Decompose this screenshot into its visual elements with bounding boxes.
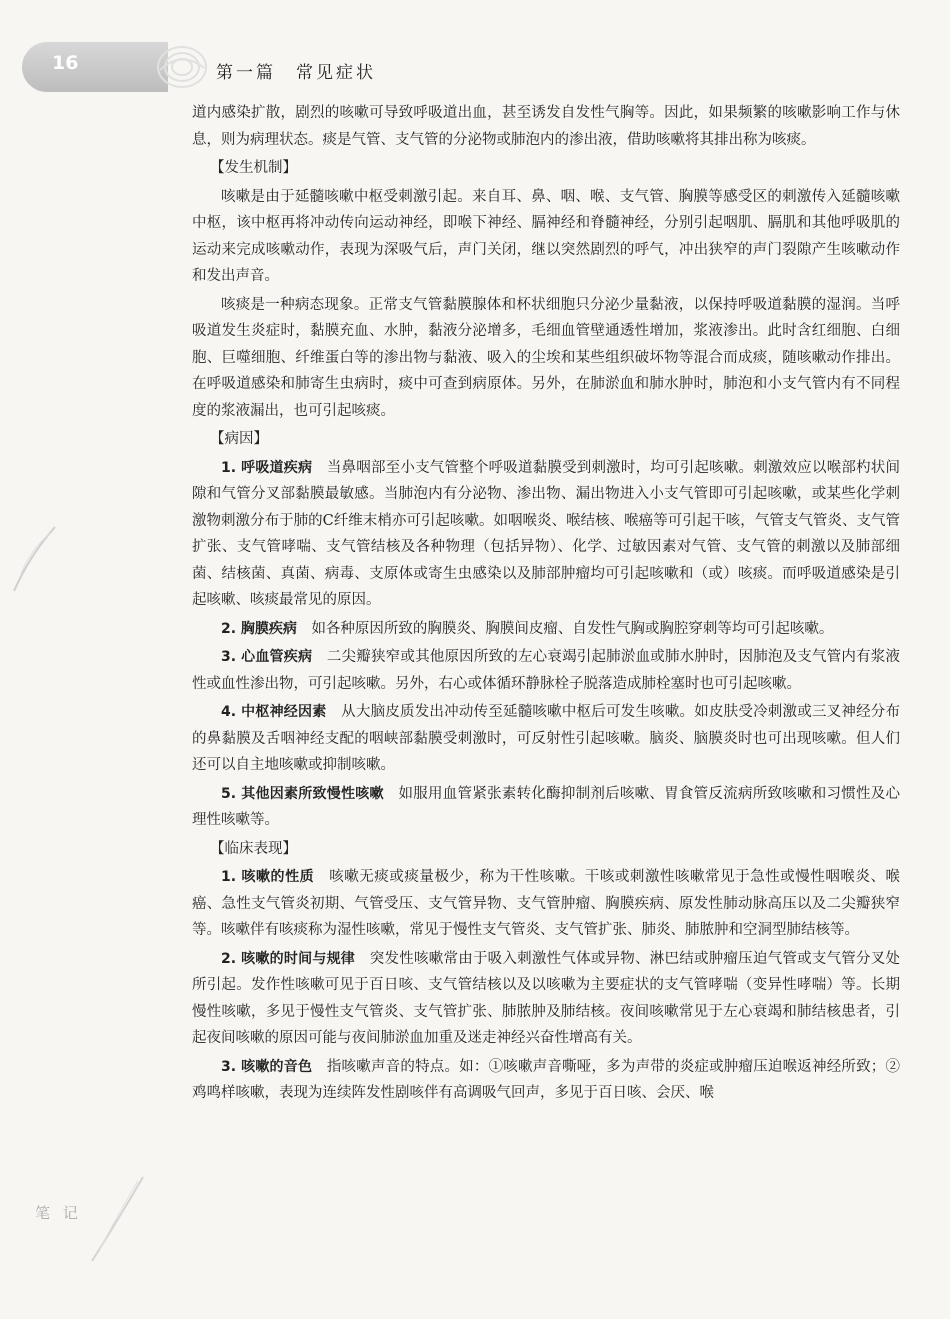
decorative-pen-icon (88, 1175, 148, 1265)
etiology-item (192, 455, 900, 614)
chapter-title: 第一篇 常见症状 (216, 63, 376, 83)
mechanism-paragraph-1: 咳嗽是由于延髓咳嗽中枢受刺激引起。来自耳、鼻、咽、喉、支气管、胸膜等感受区的刺激传入延髓咳嗽中枢，该中枢再将冲动传向运动神经，即喉下神经、膈神经和脊髓神经，分别引起咽肌、膈肌和其他呼吸肌的运动来完成咳嗽动作，表现为深吸气后，声门关闭，继以突然剧烈的呼气，冲出狭窄的声门裂隙产生咳嗽动作和发出声音。 (192, 188, 900, 284)
etiology-item-label: 5. 其他因素所致慢性咳嗽 (221, 785, 384, 802)
etiology-item-label: 3. 心血管疾病 (221, 649, 313, 665)
decorative-swirl-icon (152, 40, 212, 94)
page-number-tab (22, 42, 168, 92)
etiology-item (192, 699, 900, 779)
etiology-item-text: 二尖瓣狭窄或其他原因所致的左心衰竭引起肺淤血或肺水肿时，因肺泡及支气管内有浆液性或血性渗出物，可引起咳嗽。另外，右心或体循环静脉栓子脱落造成肺栓塞时也可引起咳嗽。 (192, 649, 901, 692)
etiology-item-text: 如服用血管紧张素转化酶抑制剂后咳嗽、胃食管反流病所致咳嗽和习惯性及心理性咳嗽等。 (192, 785, 901, 828)
clinical-item (192, 864, 900, 944)
clinical-item-text: 咳嗽无痰或痰量极少，称为干性咳嗽。干咳或刺激性咳嗽常见于急性或慢性咽喉炎、喉癌、急性支气管炎初期、气管受压、支气管异物、支气管肿瘤、胸膜疾病、原发性肺动脉高压以及二尖瓣狭窄等。咳嗽伴有咳痰称为湿性咳嗽，常见于慢性支气管炎、支气管扩张、肺炎、肺脓肿和空洞型肺结核等。 (192, 869, 901, 938)
etiology-item (192, 781, 900, 834)
clinical-heading: 【临床表现】 (210, 840, 297, 857)
etiology-item (192, 616, 900, 643)
notes-label: 笔 记 (35, 1204, 82, 1222)
page-number: 16 (52, 52, 79, 74)
mechanism-paragraph-2: 咳痰是一种病态现象。正常支气管黏膜腺体和杯状细胞只分泌少量黏液，以保持呼吸道黏膜的湿润。当呼吸道发生炎症时，黏膜充血、水肿，黏液分泌增多，毛细血管壁通透性增加，浆液渗出。此时含红细胞、白细胞、巨噬细胞、纤维蛋白等的渗出物与黏液、吸入的尘埃和某些组织破坏物等混合而成痰，随咳嗽动作排出。在呼吸道感染和肺寄生虫病时，痰中可查到病原体。另外，在肺淤血和肺水肿时，肺泡和小支气管内有不同程度的浆液漏出，也可引起咳痰。 (192, 296, 900, 419)
clinical-item-text: 指咳嗽声音的特点。如：①咳嗽声音嘶哑，多为声带的炎症或肿瘤压迫喉返神经所致；②鸡鸣样咳嗽，表现为连续阵发性剧咳伴有高调吸气回声，多见于百日咳、会厌、喉 (192, 1058, 901, 1101)
etiology-item-label: 2. 胸膜疾病 (221, 620, 297, 637)
clinical-item (192, 1054, 900, 1107)
etiology-item-label: 1. 呼吸道疾病 (221, 459, 313, 476)
etiology-item-label: 4. 中枢神经因素 (221, 704, 327, 720)
clinical-item-label: 2. 咳嗽的时间与规律 (221, 950, 356, 967)
decorative-feather-icon (10, 525, 60, 595)
etiology-item (192, 644, 900, 697)
intro-paragraph: 道内感染扩散，剧烈的咳嗽可导致呼吸道出血，甚至诱发自发性气胸等。因此，如果频繁的咳嗽影响工作与休息，则为病理状态。痰是气管、支气管的分泌物或肺泡内的渗出液，借助咳嗽将其排出称为咳痰。 (192, 105, 900, 148)
clinical-item-text: 突发性咳嗽常由于吸入刺激性气体或异物、淋巴结或肿瘤压迫气管或支气管分叉处所引起。发作性咳嗽可见于百日咳、支气管结核以及以咳嗽为主要症状的支气管哮喘（变异性哮喘）等。长期慢性咳嗽，多见于慢性支气管炎、支气管扩张、肺脓肿及肺结核。夜间咳嗽常见于左心衰竭和肺结核患者，引起夜间咳嗽的原因可能与夜间肺淤血加重及迷走神经兴奋性增高有关。 (192, 950, 901, 1046)
etiology-item-text: 如各种原因所致的胸膜炎、胸膜间皮瘤、自发性气胸或胸腔穿刺等均可引起咳嗽。 (311, 620, 834, 637)
etiology-item-text: 当鼻咽部至小支气管整个呼吸道黏膜受到刺激时，均可引起咳嗽。刺激效应以喉部杓状间隙和气管分叉部黏膜最敏感。当肺泡内有分泌物、渗出物、漏出物进入小支气管即可引起咳嗽，或某些化学刺激物刺激分布于肺的C纤维末梢亦可引起咳嗽。如咽喉炎、喉结核、喉癌等可引起干咳，气管支气管炎、支气管扩张、支气管哮喘、支气管结核及各种物理（包括异物）、化学、过敏因素对气管、支气管的刺激以及肺部细菌、结核菌、真菌、病毒、支原体或寄生虫感染以及肺部肿瘤均可引起咳嗽和（或）咳痰。而呼吸道感染是引起咳嗽、咳痰最常见的原因。 (192, 459, 901, 608)
clinical-item-label: 1. 咳嗽的性质 (221, 869, 315, 885)
page-body (192, 100, 900, 1109)
etiology-item-text: 从大脑皮质发出冲动传至延髓咳嗽中枢后可发生咳嗽。如皮肤受冷刺激或三叉神经分布的鼻黏膜及舌咽神经支配的咽峡部黏膜受刺激时，可反射性引起咳嗽。脑炎、脑膜炎时也可出现咳嗽。但人们还可以自主地咳嗽或抑制咳嗽。 (192, 704, 900, 773)
clinical-item (192, 946, 900, 1052)
etiology-heading: 【病因】 (210, 431, 268, 447)
mechanism-heading: 【发生机制】 (210, 160, 297, 176)
clinical-item-label: 3. 咳嗽的音色 (221, 1058, 313, 1075)
